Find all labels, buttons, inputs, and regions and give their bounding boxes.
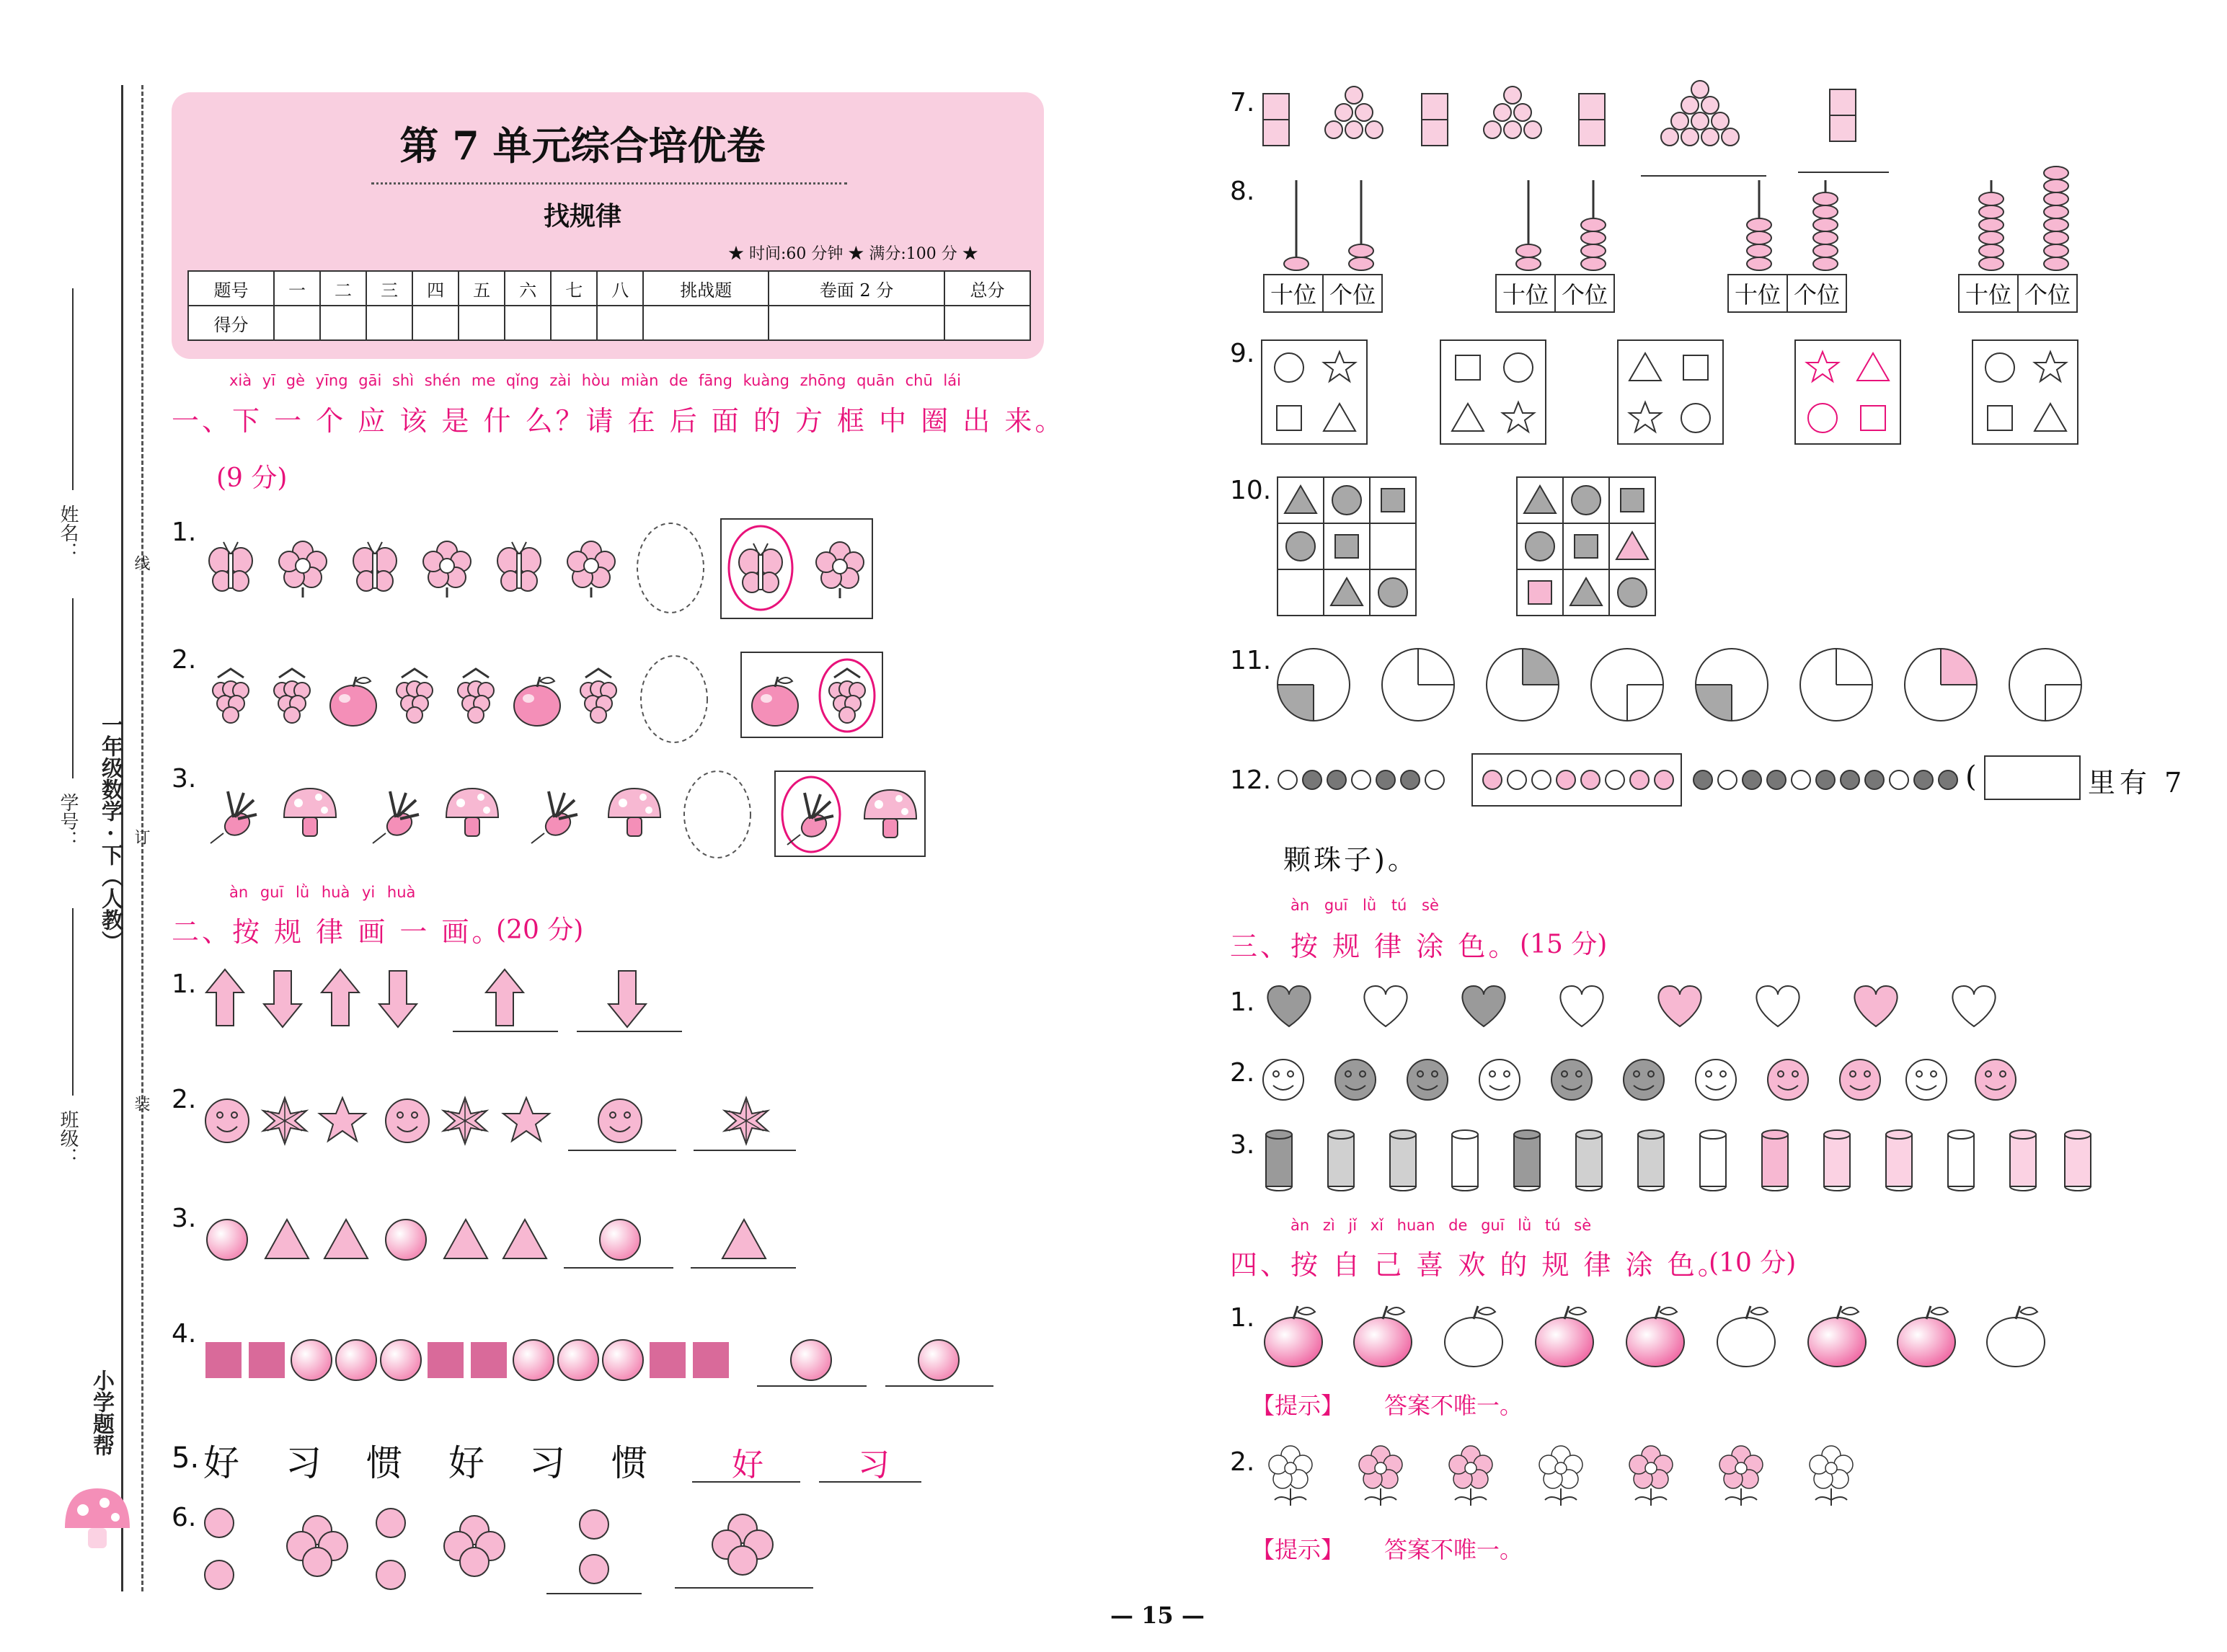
q12-answer-box[interactable]	[1984, 755, 2081, 800]
question-number: 11.	[1230, 646, 1272, 675]
ones-label: 个位	[1787, 275, 1846, 311]
question-number: 2.	[172, 1085, 197, 1114]
bead-string	[1276, 751, 1997, 809]
shape-cards	[1262, 339, 2084, 447]
answer-line[interactable]	[675, 1587, 813, 1589]
hint-text: 答案不唯一。	[1384, 1536, 1523, 1563]
hearts-row	[1262, 980, 2011, 1038]
flowers-row	[1262, 1438, 1853, 1517]
question-number: 2.	[1230, 1058, 1255, 1088]
score-table-header: 卷面 2 分	[769, 271, 944, 306]
answer-line[interactable]	[757, 1385, 867, 1387]
exam-meta: ★ 时间:60 分钟 ★ 满分:100 分 ★	[728, 245, 978, 263]
q12-paren: (	[1965, 760, 1977, 794]
question-number: 1.	[1230, 987, 1255, 1017]
score-cell[interactable]	[412, 306, 459, 340]
section2-title: 二、按 规 律 画 一 画。	[172, 916, 502, 948]
pattern-square-ball	[202, 1337, 1009, 1387]
q12-text: 颗珠子)。	[1283, 844, 1418, 876]
page-number: — 15 —	[1110, 1602, 1205, 1629]
section4-title: 四、按 自 己 喜 欢 的 规 律 涂 色。	[1230, 1249, 1728, 1281]
score-cell[interactable]	[274, 306, 320, 340]
apples-row	[1262, 1297, 2040, 1369]
pattern-arrows	[202, 966, 692, 1038]
question-number: 9.	[1230, 339, 1255, 368]
section1-pinyin: xià yī gè yīng gāi shì shén me qǐng zài hòu miàn de fāng kuàng zhōng quān chū lái	[229, 372, 961, 389]
q5-answer: 习	[858, 1447, 890, 1483]
question-number: 1.	[1230, 1303, 1255, 1333]
answer-line[interactable]	[819, 1481, 921, 1483]
q5-char: 好	[203, 1442, 239, 1484]
sidebar-zhuang-label: 装	[132, 1096, 150, 1111]
hint-label: 【提示】	[1252, 1536, 1345, 1563]
page-title: 第 7 单元综合培优卷	[399, 123, 766, 169]
sidebar-id-line	[72, 598, 74, 778]
score-table-header: 二	[320, 271, 366, 306]
sidebar-class-label: 班级：	[57, 1110, 79, 1166]
pattern-grape-apple	[202, 645, 894, 746]
question-number: 3.	[172, 1204, 197, 1233]
score-table	[187, 270, 1031, 341]
title-divider	[371, 182, 847, 185]
tens-label: 十位	[1735, 281, 1781, 308]
hint-label: 【提示】	[1252, 1392, 1345, 1419]
score-table-header: 六	[505, 271, 551, 306]
answer-line[interactable]	[453, 1031, 558, 1032]
q12-text: 里有 7	[2088, 767, 2187, 799]
score-cell[interactable]	[944, 306, 1030, 340]
abacus-label	[1958, 274, 2078, 313]
answer-line[interactable]	[577, 1031, 682, 1032]
section3-pinyin: àn guī lǜ tú sè	[1290, 897, 1439, 914]
answer-line[interactable]	[546, 1593, 642, 1594]
score-cell[interactable]	[769, 306, 944, 340]
section3-title: 三、按 规 律 涂 色。	[1230, 931, 1519, 962]
question-number: 2.	[172, 645, 197, 675]
question-number: 1.	[172, 518, 197, 547]
pattern-smiley-snowflake-star	[202, 1088, 807, 1153]
score-table-header: 一	[274, 271, 320, 306]
q5-char: 习	[285, 1442, 322, 1484]
answer-line[interactable]	[692, 1481, 800, 1483]
question-number: 3.	[1230, 1130, 1255, 1160]
question-number: 3.	[172, 764, 197, 794]
abacus-label	[1727, 274, 1847, 313]
score-table-header: 三	[366, 271, 412, 306]
score-table-header: 七	[551, 271, 597, 306]
answer-line[interactable]	[568, 1150, 676, 1151]
section4-score: (10 分)	[1709, 1248, 1797, 1278]
score-row-label: 得分	[188, 306, 274, 340]
answer-line[interactable]	[885, 1385, 993, 1387]
pattern-rect-dots	[1262, 85, 1896, 179]
score-cell[interactable]	[551, 306, 597, 340]
ones-label: 个位	[2017, 275, 2076, 311]
answer-line[interactable]	[691, 1267, 796, 1269]
faces-row	[1262, 1051, 2026, 1109]
section3-score: (15 分)	[1520, 930, 1608, 959]
tens-label: 十位	[1502, 281, 1549, 308]
answer-line[interactable]	[564, 1267, 673, 1269]
sidebar-class-line	[72, 908, 74, 1096]
q5-answer: 好	[732, 1447, 763, 1483]
score-table-header: 挑战题	[643, 271, 769, 306]
abacus-row	[1262, 173, 2098, 274]
q5-char: 习	[529, 1442, 565, 1484]
score-cell[interactable]	[505, 306, 551, 340]
shape-grids	[1276, 476, 1680, 620]
section4-pinyin: àn zì jǐ xǐ huan de guī lǜ tú sè	[1290, 1217, 1592, 1234]
question-number: 2.	[1230, 1447, 1255, 1477]
brand-label: 小学题帮	[89, 1369, 114, 1456]
page-subtitle: 找规律	[543, 202, 621, 231]
score-cell[interactable]	[597, 306, 643, 340]
ones-label: 个位	[1554, 275, 1613, 311]
pattern-radish-mushroom	[202, 764, 937, 865]
abacus-label	[1263, 274, 1383, 313]
answer-line[interactable]	[694, 1150, 796, 1151]
hint-text: 答案不唯一。	[1384, 1392, 1523, 1419]
section2-score: (20 分)	[496, 915, 584, 945]
sidebar-book-label: 一年级数学 · 下（人教）	[97, 714, 123, 953]
question-number: 4.	[172, 1319, 197, 1349]
tens-label: 十位	[1270, 281, 1317, 308]
ones-label: 个位	[1322, 275, 1381, 311]
pattern-ball-triangle	[202, 1211, 807, 1269]
score-cell[interactable]	[320, 306, 366, 340]
pattern-dots	[202, 1503, 822, 1597]
question-number: 6.	[172, 1503, 197, 1532]
question-number: 10.	[1230, 476, 1272, 505]
question-number: 7.	[1230, 88, 1255, 117]
score-table-header: 五	[459, 271, 505, 306]
sidebar-ding-label: 订	[132, 829, 150, 845]
section1-score: (9 分)	[216, 463, 288, 493]
score-table-header: 总分	[944, 271, 1030, 306]
question-number: 8.	[1230, 177, 1255, 206]
score-table-header: 八	[597, 271, 643, 306]
section1-title: 一、下 一 个 应 该 是 什 么？请 在 后 面 的 方 框 中 圈 出 来。	[172, 405, 1066, 437]
score-cell[interactable]	[459, 306, 505, 340]
q5-char: 好	[448, 1442, 484, 1484]
score-table-header: 题号	[188, 271, 274, 306]
pattern-butterfly-flower	[202, 519, 880, 620]
question-number: 12.	[1230, 765, 1272, 795]
question-number: 5.	[172, 1442, 200, 1475]
cylinders-row	[1262, 1126, 2098, 1198]
question-number: 1.	[172, 969, 197, 999]
q5-char: 惯	[611, 1442, 647, 1484]
score-table-header: 四	[412, 271, 459, 306]
sidebar-name-label: 姓名：	[57, 505, 79, 561]
sidebar-line-label: 线	[132, 555, 150, 571]
q5-char: 惯	[366, 1442, 402, 1484]
sidebar-id-label: 学号：	[57, 793, 79, 849]
score-cell[interactable]	[643, 306, 769, 340]
tens-label: 十位	[1965, 281, 2012, 308]
brand-mushroom-icon	[58, 1485, 130, 1550]
quarter-circles	[1276, 646, 2098, 725]
sidebar-name-line	[72, 288, 74, 490]
section2-pinyin: àn guī lǜ huà yi huà	[229, 884, 416, 901]
score-cell[interactable]	[366, 306, 412, 340]
abacus-label	[1495, 274, 1615, 313]
